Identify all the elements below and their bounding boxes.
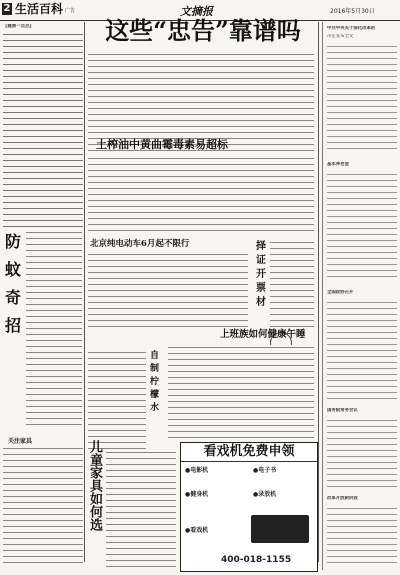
self-char-2: 制 <box>150 364 160 374</box>
oil-headline: 土榨油中黄曲霉毒素易超标 <box>96 138 228 151</box>
oil-body <box>88 156 314 232</box>
guard-char-3: 奇 <box>4 288 21 307</box>
self-char-3: 柠 <box>150 377 160 387</box>
ad-phone: 400-018-1155 <box>221 555 292 565</box>
guard-char-2: 蚊 <box>4 260 21 279</box>
right-strip-item-3: 全国政协召开 <box>327 290 354 295</box>
self-char-4: 檬 <box>150 390 160 400</box>
issue-date: 2016年5月30日 <box>330 8 375 15</box>
right-strip-item-5: 改革开放新阶段 <box>327 496 358 501</box>
guard-char-4: 招 <box>4 316 21 335</box>
right-strip-item-0: 中共中央关于深化改革的 <box>327 26 376 31</box>
guard-body <box>26 230 82 430</box>
right-strip-item-2: 基本养老金 <box>327 162 349 167</box>
kids-subhead: 关注家具 <box>8 438 33 445</box>
col-divider-2 <box>318 22 319 562</box>
ticket-body <box>270 240 314 330</box>
bus-body <box>88 252 248 330</box>
self-char-1: 自 <box>150 351 160 361</box>
section-sub: 广告 <box>65 8 76 14</box>
guard-box <box>2 228 24 348</box>
ad-item-e: ●看戏机 <box>185 527 209 534</box>
kids-body <box>3 446 83 568</box>
ticket-char-5: 材 <box>256 297 266 308</box>
page-number: 2 <box>3 3 11 14</box>
health-headline: 上班族如何健康午睡 <box>220 329 306 340</box>
right-strip-item-1: 决定发布全文 <box>327 34 354 39</box>
ticket-char-1: 择 <box>256 241 266 252</box>
right-strip-body-1 <box>327 44 397 154</box>
main-headline: 这些“忠告”靠谱吗 <box>105 16 301 45</box>
bus-headline: 北京纯电动车6月起不限行 <box>90 239 190 249</box>
ticket-char-4: 票 <box>256 283 266 294</box>
ticket-vertical <box>256 240 268 340</box>
left-top-label: 【健康一点点】 <box>3 24 34 29</box>
ad-title: 看戏机免费申领 <box>181 443 317 462</box>
section-title: 生活百科 <box>15 2 64 16</box>
self-vertical <box>150 350 162 430</box>
right-strip-body-2 <box>327 172 397 282</box>
kids-headline: 儿童家具如何选 <box>87 440 102 531</box>
ad-device-image <box>251 515 309 543</box>
right-strip-item-4: 国务院常务会议 <box>327 408 358 413</box>
ad-box <box>180 442 318 572</box>
health-body <box>168 345 314 440</box>
ad-item-d: ●录放机 <box>253 491 277 498</box>
left-column-body <box>3 32 83 227</box>
right-strip-body-5 <box>327 506 397 566</box>
ticket-char-3: 开 <box>256 269 266 280</box>
right-strip <box>322 22 399 570</box>
ad-item-a: ●电影机 <box>185 467 209 474</box>
col-divider <box>84 22 85 562</box>
ad-item-b: ●电子书 <box>253 467 277 474</box>
right-strip-body-3 <box>327 300 397 400</box>
guard-char-1: 防 <box>4 232 21 251</box>
ticket-char-2: 证 <box>256 255 266 266</box>
paper-name: 文摘报 <box>180 5 213 18</box>
ad-item-c: ●健身机 <box>185 491 209 498</box>
kids-body-2 <box>106 450 176 568</box>
self-body <box>88 350 146 450</box>
right-strip-body-4 <box>327 418 397 488</box>
self-char-5: 水 <box>150 403 160 413</box>
